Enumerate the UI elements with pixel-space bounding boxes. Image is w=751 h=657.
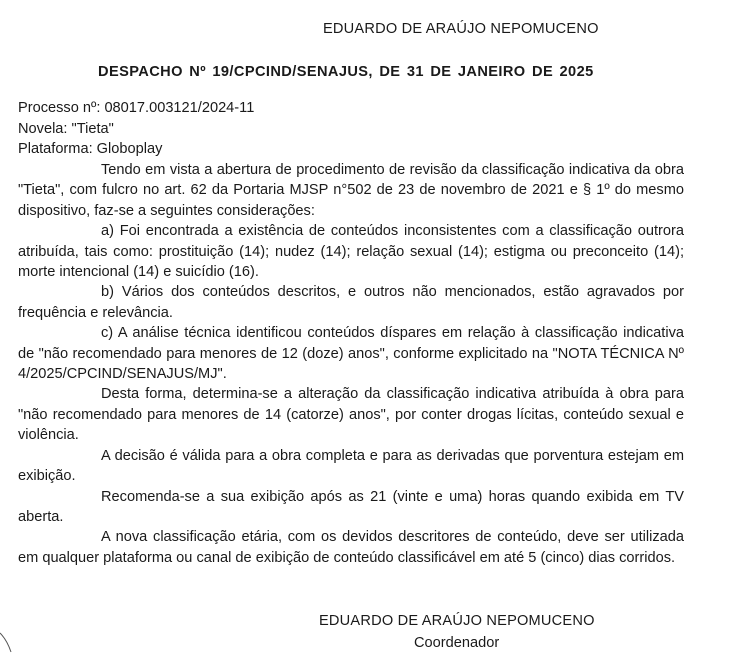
paragraph-recommendation: Recomenda-se a sua exibição após as 21 (vinte e uma) horas quando exibida em TV aberta. [18,488,684,525]
plataforma-name: Plataforma: Globoplay [18,141,163,157]
paragraph-new-classification: A nova classificação etária, com os devidos descritores de conteúdo, deve ser utilizada em qualquer plataforma ou canal de exibição de conteúdo classificável em até 5 (cinco) dias corridos. [18,529,684,566]
signature-role: Coordenador [414,635,500,651]
novela-name: Novela: "Tieta" [18,120,114,137]
processo-number: Processo nº: 08017.003121/2024-11 [18,100,255,116]
signature-name: EDUARDO DE ARAÚJO NEPOMUCENO [319,613,595,629]
paragraph-validity: A decisão é válida para a obra completa e para as derivadas que porventura estejam em exibição. [18,447,684,485]
document-body [18,160,684,568]
paragraph-item-a: a) Foi encontrada a existência de conteúdos inconsistentes com a classificação outrora atribuída, tais como: prostituição (14); nudez (14); relação sexual (14); estigma ou preconceito (14); morte intencional (14) e suicídio (16). [18,223,684,281]
header-author-name: EDUARDO DE ARAÚJO NEPOMUCENO [323,21,599,37]
paragraph-item-b: b) Vários dos conteúdos descritos, e outros não mencionados, estão agravados por frequência e relevância. [18,284,684,321]
paragraph-intro: Tendo em vista a abertura de procedimento de revisão da classificação indicativa da obra "Tieta", com fulcro no art. 62 da Portaria MJSP n°502 de 23 de novembro de 2021 e § 1º do mesmo dispositivo, faz-se a seguintes considerações: [18,162,684,219]
paragraph-determination: Desta forma, determina-se a alteração da classificação indicativa atribuída à obra para "não recomendado para menores de 14 (catorze) anos", por conter drogas lícitas, conteúdo sexual e violência. [18,386,684,444]
document-title: DESPACHO Nº 19/CPCIND/SENAJUS, DE 31 DE JANEIRO DE 2025 [98,64,594,80]
page-edge-mark [0,630,14,657]
paragraph-item-c: c) A análise técnica identificou conteúdos díspares em relação à classificação indicativa de "não recomendado para menores de 12 (doze) anos", conforme explicitado na "NOTA TÉCNICA Nº 4/2025/CPCIND/SENAJUS/MJ". [18,325,684,383]
document-metadata [18,98,254,160]
